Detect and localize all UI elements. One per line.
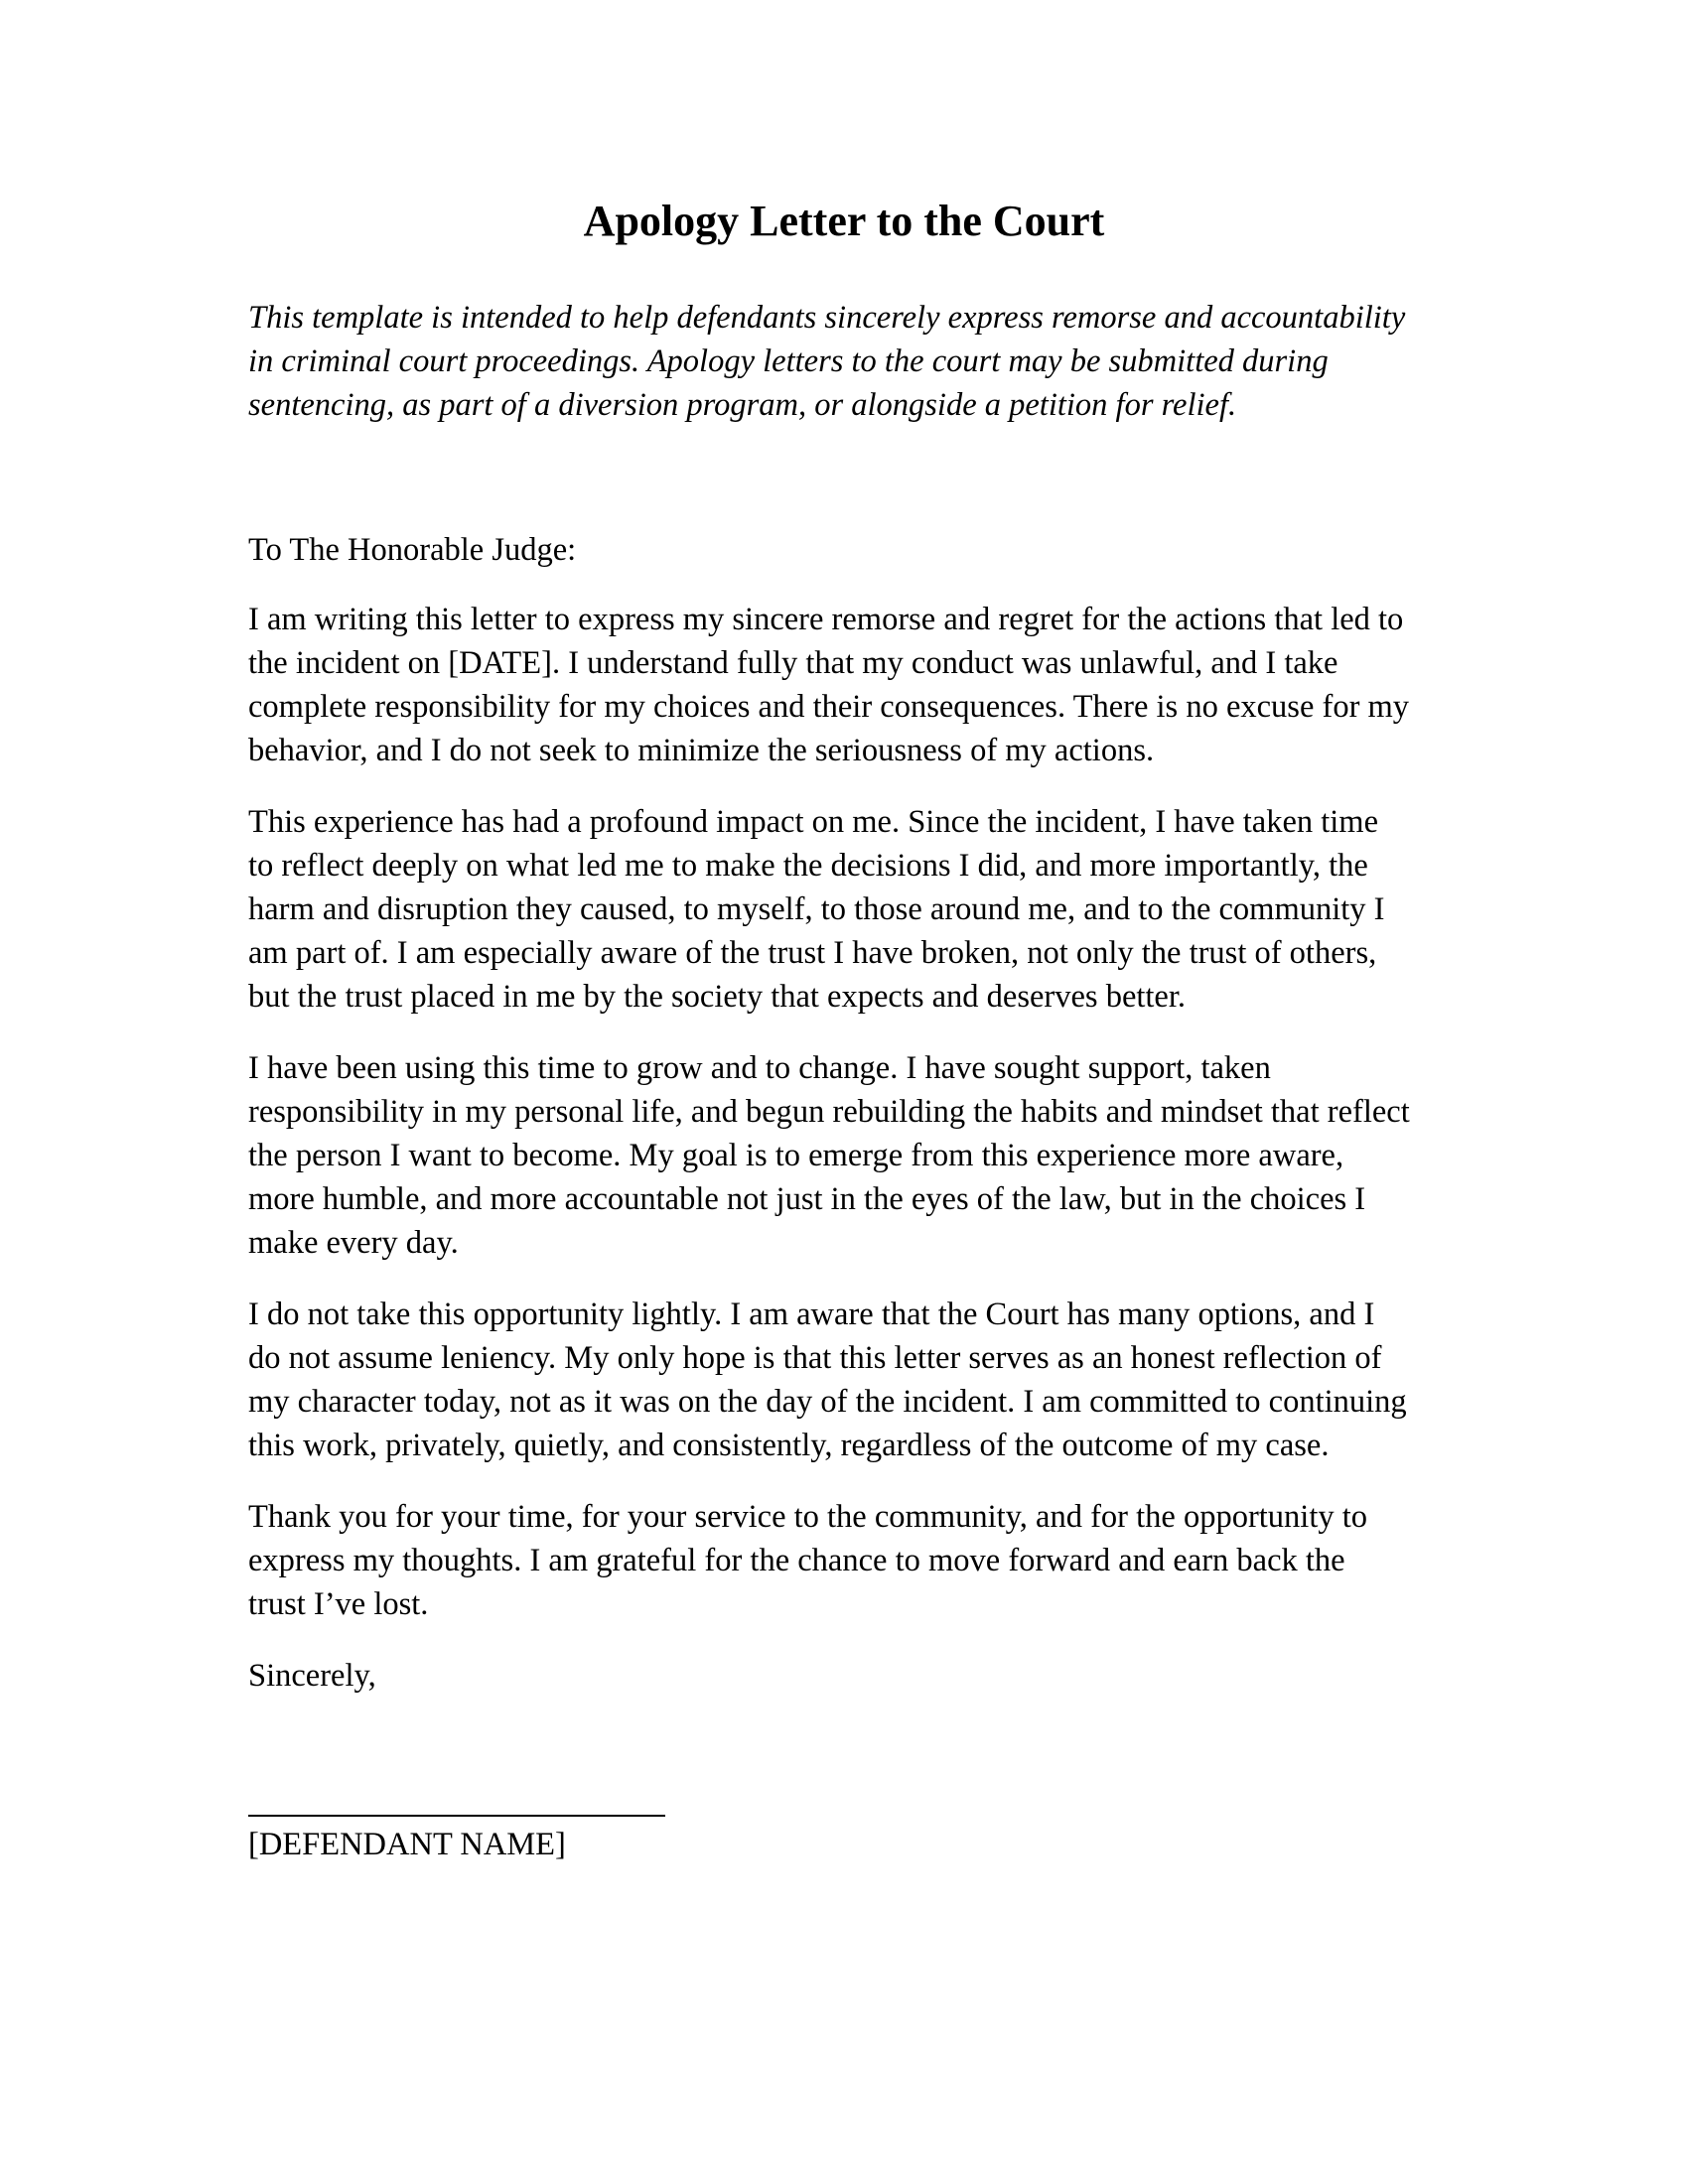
paragraph-line: harm and disruption they caused, to myself, to those around me, and to the community I	[248, 891, 1385, 927]
intro-line: sentencing, as part of a diversion program, or alongside a petition for relief.	[248, 387, 1237, 423]
document-title: Apology Letter to the Court	[583, 197, 1105, 245]
paragraph-line: but the trust placed in me by the society that expects and deserves better.	[248, 979, 1187, 1015]
intro-line: in criminal court proceedings. Apology letters to the court may be submitted during	[248, 343, 1329, 379]
paragraph-line: more humble, and more accountable not just in the eyes of the law, but in the choices I	[248, 1181, 1366, 1217]
salutation: To The Honorable Judge:	[248, 532, 577, 568]
paragraph-line: complete responsibility for my choices and their consequences. There is no excuse for my	[248, 689, 1410, 725]
paragraph-line: make every day.	[248, 1225, 459, 1261]
intro-line: This template is intended to help defendants sincerely express remorse and accountability	[248, 300, 1406, 336]
paragraph-line: trust I’ve lost.	[248, 1586, 429, 1622]
paragraph-line: I do not take this opportunity lightly. I am aware that the Court has many options, and I	[248, 1297, 1375, 1332]
paragraph-line: am part of. I am especially aware of the trust I have broken, not only the trust of others,	[248, 935, 1377, 971]
paragraph-line: I have been using this time to grow and to change. I have sought support, taken	[248, 1050, 1271, 1086]
paragraph-line: express my thoughts. I am grateful for the chance to move forward and earn back the	[248, 1543, 1345, 1578]
paragraph-line: my character today, not as it was on the day of the incident. I am committed to continuing	[248, 1384, 1407, 1420]
paragraph-line: This experience has had a profound impact on me. Since the incident, I have taken time	[248, 804, 1379, 840]
paragraph-line: the incident on [DATE]. I understand fully that my conduct was unlawful, and I take	[248, 645, 1338, 681]
signature-line	[248, 1815, 665, 1817]
body-paragraph-1	[248, 598, 1440, 772]
paragraph-line: to reflect deeply on what led me to make the decisions I did, and more importantly, the	[248, 848, 1368, 884]
paragraph-line: this work, privately, quietly, and consistently, regardless of the outcome of my case.	[248, 1428, 1330, 1463]
paragraph-line: responsibility in my personal life, and begun rebuilding the habits and mindset that reflect	[248, 1094, 1410, 1130]
body-paragraph-4	[248, 1293, 1440, 1467]
paragraph-line: do not assume leniency. My only hope is that this letter serves as an honest reflection of	[248, 1340, 1382, 1376]
paragraph-line: I am writing this letter to express my sincere remorse and regret for the actions that led to	[248, 602, 1404, 637]
signature-name: [DEFENDANT NAME]	[248, 1827, 566, 1862]
paragraph-line: the person I want to become. My goal is to emerge from this experience more aware,	[248, 1138, 1344, 1173]
template-intro	[248, 296, 1440, 427]
paragraph-line: Thank you for your time, for your service to the community, and for the opportunity to	[248, 1499, 1368, 1535]
paragraph-line: behavior, and I do not seek to minimize the seriousness of my actions.	[248, 733, 1155, 768]
body-paragraph-5	[248, 1495, 1440, 1626]
body-paragraph-2	[248, 800, 1440, 1019]
body-paragraph-3	[248, 1046, 1440, 1265]
closing: Sincerely,	[248, 1658, 376, 1694]
